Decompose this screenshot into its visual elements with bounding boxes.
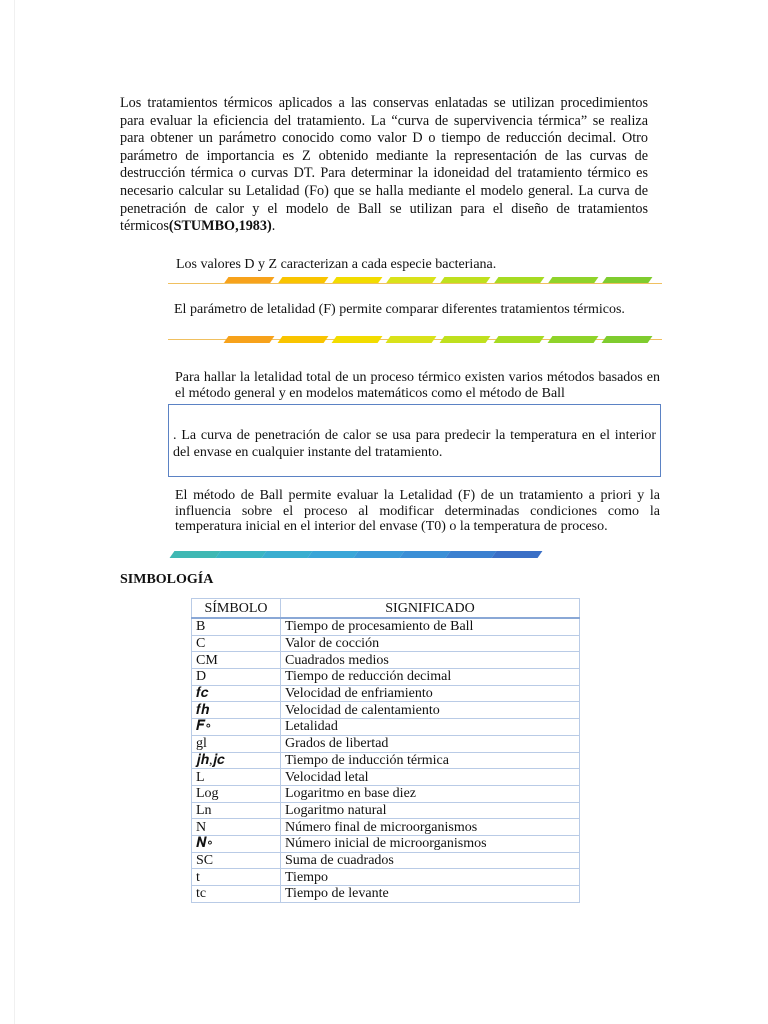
lethality-box-text: El parámetro de letalidad (F) permite comparar diferentes tratamientos térmicos. (174, 302, 625, 317)
meaning-cell: Tiempo (281, 869, 580, 886)
meaning-cell: Logaritmo natural (281, 802, 580, 819)
table-row (192, 752, 580, 769)
cool-band (172, 551, 552, 558)
table-row (192, 869, 580, 886)
symbol-cell: L (192, 769, 281, 786)
table-row (192, 835, 580, 852)
meaning-cell: Cuadrados medios (281, 652, 580, 669)
meaning-cell: Velocidad de calentamiento (281, 702, 580, 719)
table-row (192, 669, 580, 686)
section-heading: SIMBOLOGÍA (120, 572, 214, 587)
band-segment (440, 336, 491, 343)
meaning-cell: Tiempo de reducción decimal (281, 669, 580, 686)
meaning-cell: Tiempo de levante (281, 886, 580, 903)
band-segment (400, 551, 451, 558)
band-segment (602, 336, 653, 343)
band-segment (262, 551, 313, 558)
symbol-cell: 𝑭∘ (192, 719, 281, 736)
symbol-cell: Ln (192, 802, 281, 819)
band-segment (492, 551, 543, 558)
table-row (192, 702, 580, 719)
band-segment (446, 551, 497, 558)
warm-band-bottom (226, 336, 666, 343)
table-row (192, 785, 580, 802)
band-segment (278, 336, 329, 343)
meaning-cell: Número inicial de microorganismos (281, 835, 580, 852)
meaning-cell: Número final de microorganismos (281, 819, 580, 836)
band-segment (224, 336, 275, 343)
table-row (192, 735, 580, 752)
heat-penetration-text: . La curva de penetración de calor se usa para predecir la temperatura en el interior del envase en cualquier instante del tratamiento. (173, 428, 656, 460)
meaning-cell: Tiempo de procesamiento de Ball (281, 618, 580, 635)
dz-statement: Los valores D y Z caracterizan a cada especie bacteriana. (176, 257, 497, 272)
symbol-cell: 𝒇𝒄 (192, 685, 281, 702)
table-row (192, 802, 580, 819)
lethality-box (168, 283, 662, 340)
band-segment (494, 336, 545, 343)
citation: (STUMBO,1983) (168, 218, 272, 235)
table-row (192, 618, 580, 635)
symbol-cell: CM (192, 652, 281, 669)
meaning-cell: Suma de cuadrados (281, 852, 580, 869)
table-row (192, 886, 580, 903)
meaning-cell: Velocidad de enfriamiento (281, 685, 580, 702)
symbol-cell: C (192, 635, 281, 652)
table-row (192, 819, 580, 836)
band-segment (548, 336, 599, 343)
symbol-cell: t (192, 869, 281, 886)
table-row (192, 769, 580, 786)
table-row (192, 719, 580, 736)
symbol-cell: Log (192, 785, 281, 802)
symbol-cell: B (192, 618, 281, 635)
symbol-table (191, 598, 580, 903)
band-segment (386, 336, 437, 343)
symbol-cell: gl (192, 735, 281, 752)
symbol-cell: SC (192, 852, 281, 869)
meaning-cell: Logaritmo en base diez (281, 785, 580, 802)
table-header-row (192, 599, 580, 619)
table-row (192, 685, 580, 702)
meaning-cell: Letalidad (281, 719, 580, 736)
band-segment (216, 551, 267, 558)
meaning-column-header: SIGNIFICADO (281, 599, 580, 619)
band-segment (170, 551, 221, 558)
symbol-column-header: SÍMBOLO (192, 599, 281, 619)
symbol-cell: 𝒇𝒉 (192, 702, 281, 719)
band-segment (354, 551, 405, 558)
ball-method-paragraph: El método de Ball permite evaluar la Letalidad (F) de un tratamiento a priori y la influencia sobre el proceso al modificar determinadas condiciones como la temperatura inicial en el interior del envase (T0) o la temperatura de proceso. (175, 488, 660, 535)
symbol-cell: 𝑵∘ (192, 835, 281, 852)
meaning-cell: Velocidad letal (281, 769, 580, 786)
intro-paragraph: Los tratamientos térmicos aplicados a las conservas enlatadas se utilizan procedimientos para evaluar la eficiencia del tratamiento. La “curva de supervivencia térmica” se realiza para obtener un parámetro conocido como valor D o tiempo de reducción decimal. Otro parámetro de importancia es Z obtenido mediante la representación de las curvas de destrucción térmica o curvas DT. Para determinar la idoneidad del tratamiento térmico es necesario calcular su Letalidad (Fo) que se halla mediante el modelo general. La curva de penetración de calor y el modelo de Ball se utilizan para el diseño de tratamientos térmicos(STUMBO,1983). (120, 95, 648, 235)
meaning-cell: Tiempo de inducción térmica (281, 752, 580, 769)
meaning-cell: Valor de cocción (281, 635, 580, 652)
symbol-cell: 𝒋𝒉,𝒋𝒄 (192, 752, 281, 769)
table-row (192, 852, 580, 869)
symbol-cell: D (192, 669, 281, 686)
band-segment (332, 336, 383, 343)
table-row (192, 635, 580, 652)
meaning-cell: Grados de libertad (281, 735, 580, 752)
page-edge (14, 0, 15, 1024)
table-row (192, 652, 580, 669)
total-lethality-paragraph: Para hallar la letalidad total de un proceso térmico existen varios métodos basados en el método general y en modelos matemáticos como el método de Ball (175, 370, 660, 401)
heat-penetration-box (168, 404, 661, 477)
symbol-cell: N (192, 819, 281, 836)
band-segment (308, 551, 359, 558)
symbol-cell: tc (192, 886, 281, 903)
